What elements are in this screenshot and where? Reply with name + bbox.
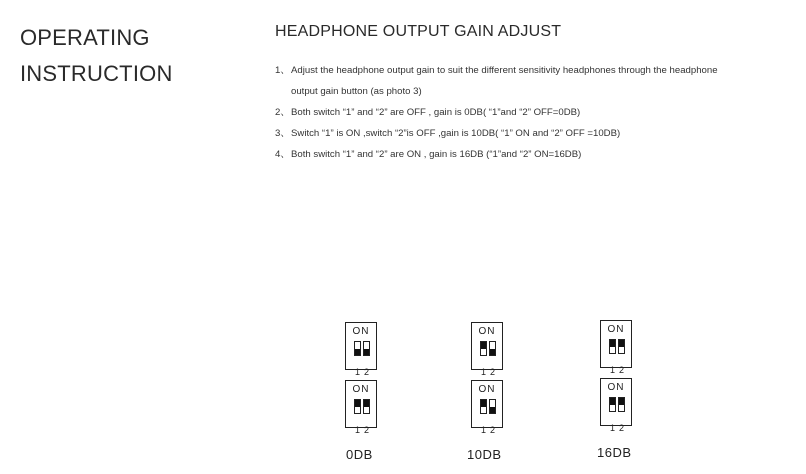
switch-number-2: 2 xyxy=(619,365,625,375)
switch-2 xyxy=(363,341,370,356)
switch-number-2: 2 xyxy=(364,367,370,377)
switch-2 xyxy=(489,341,496,356)
switch-number-2: 2 xyxy=(364,425,370,435)
on-label: ON xyxy=(352,384,370,395)
switch-number-1: 1 xyxy=(610,365,616,375)
step-number: 1、 xyxy=(275,65,290,76)
switch-2 xyxy=(618,397,625,412)
step-text-line: Both switch “1” and “2” are ON , gain is 16DB (“1”and “2” ON=16DB) xyxy=(291,149,582,160)
on-label: ON xyxy=(478,326,496,337)
step-1 xyxy=(275,60,785,102)
step-text-line: Switch “1” is ON ,switch “2”is OFF ,gain is 10DB( “1” ON and “2” OFF =10DB) xyxy=(291,128,621,139)
dip-switch-top xyxy=(600,320,632,375)
on-label: ON xyxy=(478,384,496,395)
gain-label-16db: 16DB xyxy=(597,445,632,460)
switch-1 xyxy=(609,339,616,354)
switch-1 xyxy=(480,341,487,356)
switch-number-1: 1 xyxy=(355,425,361,435)
switch-number-2: 2 xyxy=(619,423,625,433)
step-text-line: Adjust the headphone output gain to suit the different sensitivity headphones through the headphone xyxy=(291,65,718,76)
on-label: ON xyxy=(607,382,625,393)
switch-number-1: 1 xyxy=(355,367,361,377)
on-label: ON xyxy=(352,326,370,337)
step-4 xyxy=(275,144,785,165)
operating-instruction-title xyxy=(20,20,173,92)
step-number: 2、 xyxy=(275,107,290,118)
step-number: 4、 xyxy=(275,149,290,160)
switch-1 xyxy=(354,399,361,414)
gain-label-10db: 10DB xyxy=(467,447,502,462)
switch-1 xyxy=(480,399,487,414)
step-2 xyxy=(275,102,785,123)
switch-number-1: 1 xyxy=(610,423,616,433)
on-label: ON xyxy=(607,324,625,335)
switch-1 xyxy=(354,341,361,356)
step-text-line: output gain button (as photo 3) xyxy=(291,86,422,97)
switch-1 xyxy=(609,397,616,412)
dip-switch-group-10db xyxy=(471,322,511,438)
step-text-line: Both switch “1” and “2” are OFF , gain is 0DB( “1”and “2” OFF=0DB) xyxy=(291,107,581,118)
step-number: 3、 xyxy=(275,128,290,139)
section-heading: HEADPHONE OUTPUT GAIN ADJUST xyxy=(275,23,562,40)
switch-2 xyxy=(618,339,625,354)
switch-2 xyxy=(363,399,370,414)
dip-switch-group-16db xyxy=(600,320,640,436)
switch-2 xyxy=(489,399,496,414)
switch-number-2: 2 xyxy=(490,425,496,435)
title-line-1: OPERATING xyxy=(20,25,150,50)
dip-switch-top xyxy=(345,322,377,377)
step-3 xyxy=(275,123,785,144)
dip-switch-bottom xyxy=(345,380,377,435)
dip-switch-top xyxy=(471,322,503,377)
dip-switch-bottom xyxy=(600,378,632,433)
steps-list xyxy=(275,60,785,165)
gain-label-0db: 0DB xyxy=(346,447,373,462)
dip-switch-bottom xyxy=(471,380,503,435)
title-line-2: INSTRUCTION xyxy=(20,61,173,86)
switch-number-2: 2 xyxy=(490,367,496,377)
switch-number-1: 1 xyxy=(481,367,487,377)
dip-switch-group-0db xyxy=(345,322,385,438)
switch-number-1: 1 xyxy=(481,425,487,435)
